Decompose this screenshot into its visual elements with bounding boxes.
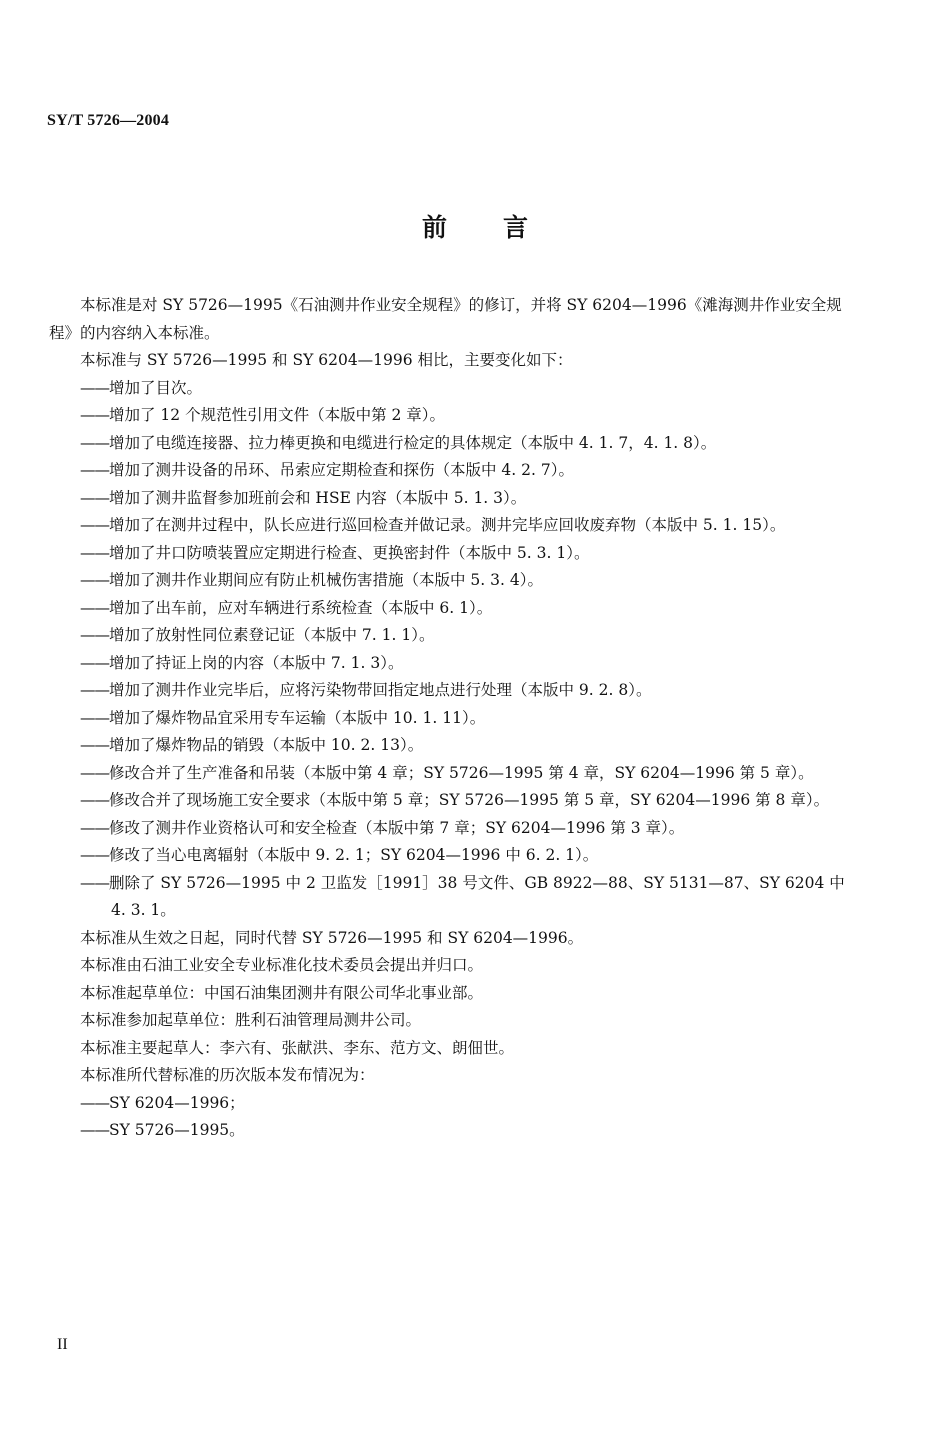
versions-list bbox=[49, 1090, 849, 1145]
list-item: ——增加了测井作业完毕后，应将污染物带回指定地点进行处理（本版中 9. 2. 8）。 bbox=[80, 681, 652, 699]
list-item: ——SY 5726—1995。 bbox=[80, 1121, 245, 1139]
list-item: ——增加了测井监督参加班前会和 HSE 内容（本版中 5. 1. 3）。 bbox=[80, 488, 527, 507]
closing-paragraph: 本标准所代替标准的历次版本发布情况为： bbox=[80, 1066, 375, 1084]
list-item: ——修改了测井作业资格认可和安全检查（本版中第 7 章；SY 6204—1996 第 3 章）。 bbox=[80, 818, 685, 837]
list-item: ——增加了爆炸物品宜采用专车运输（本版中 10. 1. 11）。 bbox=[80, 708, 486, 727]
foreword-body bbox=[49, 292, 849, 1145]
closing-paragraph: 本标准主要起草人：李六有、张献洪、李东、范方文、朗佃世。 bbox=[80, 1038, 515, 1057]
intro-paragraph: 本标准是对 SY 5726—1995《石油测井作业安全规程》的修订，并将 SY 6204—1996《滩海测井作业安全规程》的内容纳入本标准。 bbox=[49, 296, 842, 342]
list-item: ——增加了在测井过程中，队长应进行巡回检查并做记录。测井完毕应回收废弃物（本版中 5. 1. 15）。 bbox=[80, 516, 786, 534]
list-item: ——增加了测井作业期间应有防止机械伤害措施（本版中 5. 3. 4）。 bbox=[80, 571, 543, 589]
list-item: ——SY 6204—1996； bbox=[80, 1093, 245, 1112]
list-item: ——修改合并了现场施工安全要求（本版中第 5 章；SY 5726—1995 第 5 章，SY 6204—1996 第 8 章）。 bbox=[80, 791, 830, 809]
list-item: ——增加了出车前，应对车辆进行系统检查（本版中 6. 1）。 bbox=[80, 598, 493, 617]
list-item: ——修改了当心电离辐射（本版中 9. 2. 1；SY 6204—1996 中 6. 2. 1）。 bbox=[80, 846, 599, 864]
list-item: ——删除了 SY 5726—1995 中 2 卫监发［1991］38 号文件、GB 8922—88、SY 5131—87、SY 6204 中 4. 3. 1。 bbox=[80, 873, 845, 919]
closing-paragraph: 本标准从生效之日起，同时代替 SY 5726—1995 和 SY 6204—1996。 bbox=[80, 928, 584, 947]
list-item: ——增加了持证上岗的内容（本版中 7. 1. 3）。 bbox=[80, 653, 404, 672]
page-title: 前言 bbox=[421, 213, 584, 242]
list-item: ——增加了爆炸物品的销毁（本版中 10. 2. 13）。 bbox=[80, 736, 424, 754]
list-item: ——增加了测井设备的吊环、吊索应定期检查和探伤（本版中 4. 2. 7）。 bbox=[80, 461, 574, 479]
list-item: ——修改合并了生产准备和吊装（本版中第 4 章；SY 5726—1995 第 4 章，SY 6204—1996 第 5 章）。 bbox=[80, 763, 814, 782]
list-item: ——增加了放射性同位素登记证（本版中 7. 1. 1）。 bbox=[80, 626, 435, 644]
closing-paragraph: 本标准参加起草单位：胜利石油管理局测井公司。 bbox=[80, 1011, 422, 1029]
list-item: ——增加了 12 个规范性引用文件（本版中第 2 章）。 bbox=[80, 406, 446, 424]
page-number: II bbox=[57, 1336, 68, 1353]
document-code: SY/T 5726—2004 bbox=[47, 112, 170, 129]
changes-list bbox=[49, 375, 849, 925]
list-item: ——增加了电缆连接器、拉力棒更换和电缆进行检定的具体规定（本版中 4. 1. 7，4. 1. 8）。 bbox=[80, 433, 717, 452]
list-item: ——增加了目次。 bbox=[80, 378, 203, 397]
intro-paragraph: 本标准与 SY 5726—1995 和 SY 6204—1996 相比，主要变化如下： bbox=[80, 351, 573, 369]
closing-paragraph: 本标准由石油工业安全专业标准化技术委员会提出并归口。 bbox=[80, 956, 484, 974]
closing-paragraph: 本标准起草单位：中国石油集团测井有限公司华北事业部。 bbox=[80, 983, 484, 1002]
list-item: ——增加了井口防喷装置应定期进行检查、更换密封件（本版中 5. 3. 1）。 bbox=[80, 543, 590, 562]
